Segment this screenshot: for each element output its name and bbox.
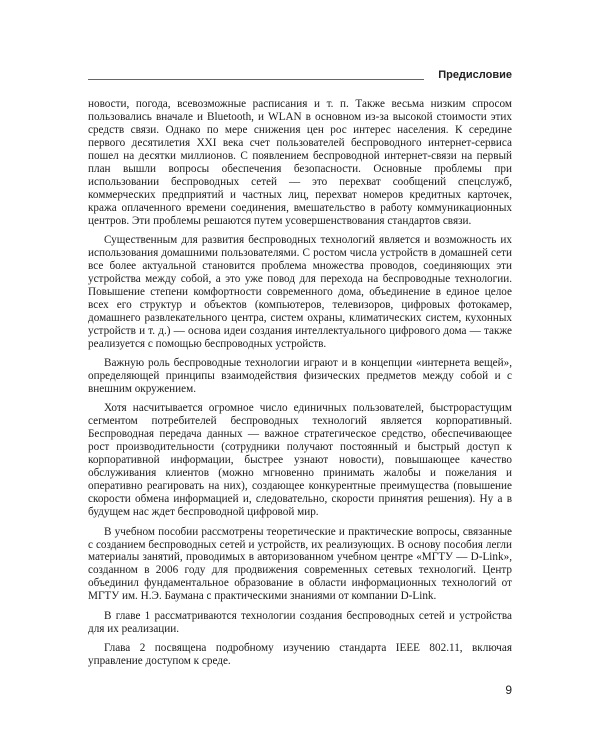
paragraph-7: Глава 2 посвящена подробному изучению стандарта IEEE 802.11, включая управление доступом к среде. bbox=[88, 642, 512, 668]
paragraph-1: новости, погода, всевозможные расписания и т. п. Также весьма низким спросом пользовались вначале и Bluetooth, и WLAN в основном из-за высокой стоимости этих средств связи. Однако по мере снижения цен рос интерес населения. К середине первого десятилетия XXI века счет пользователей беспроводного интернет-сервиса пошел на десятки миллионов. С появлением беспроводной интернет-связи на первый план вышли вопросы обеспечения безопасности. Основные проблемы при использовании беспроводных сетей — это перехват сообщений спецслужб, коммерческих предприятий и частных лиц, перехват номеров кредитных карточек, кража оплаченного времени соединения, вмешательство в работу коммуникационных центров. Эти проблемы решаются путем усовершенствования стандартов связи. bbox=[88, 98, 512, 227]
header-title: Предисловие bbox=[438, 69, 512, 81]
paragraph-6: В главе 1 рассматриваются технологии создания беспроводных сетей и устройства для их реализации. bbox=[88, 609, 512, 635]
running-header bbox=[88, 62, 512, 84]
paragraph-4: Хотя насчитывается огромное число единичных пользователей, быстрорастущим сегментом потребителей беспроводных технологий является корпоративный. Беспроводная передача данных — важное стратегическое средство, обеспечивающее рост производительности (сотрудники получают постоянный и быстрый доступ к корпоративной информации, быстрее узнают новости), повышающее качество обслуживания клиентов (можно мгновенно принимать жалобы и пожелания и оперативно реагировать на них), создающее конкурентные преимущества (повышение скорости обмена информацией и, следовательно, скорости принятия решения). Ну а в будущем нас ждет беспроводной цифровой мир. bbox=[88, 402, 512, 519]
header-rule bbox=[88, 79, 424, 80]
page-number: 9 bbox=[505, 683, 512, 697]
paragraph-2: Существенным для развития беспроводных технологий является и возможность их использования домашними пользователями. С ростом числа устройств в домашней сети все более актуальной становится проблема множества проводов, соединяющих эти устройства между собой, а это уже повод для перехода на беспроводные технологии. Повышение степени комфортности современного дома, объединение в единое целое всех его структур и объектов (компьютеров, телевизоров, цифровых фотокамер, домашнего развлекательного центра, систем охраны, климатических систем, кухонных устройств и т. д.) — основа идеи создания интеллектуального цифрового дома — также реализуется с помощью беспроводных устройств. bbox=[88, 234, 512, 350]
paragraph-3: Важную роль беспроводные технологии играют и в концепции «интернета вещей», определяющей принципы взаимодействия физических предметов между собой и с внешним окружением. bbox=[88, 357, 512, 396]
paragraph-5: В учебном пособии рассмотрены теоретические и практические вопросы, связанные с созданием беспроводных сетей и устройств, их реализующих. В основу пособия легли материалы занятий, проводимых в авторизованном учебном центре «МГТУ — D-Link», созданном в 2006 году для продвижения современных сетевых технологий. Центр объединил фундаментальное образование в области информационных технологий от МГТУ им. Н.Э. Баумана с практическими знаниями от компании D-Link. bbox=[88, 525, 512, 603]
page-body bbox=[88, 98, 512, 675]
